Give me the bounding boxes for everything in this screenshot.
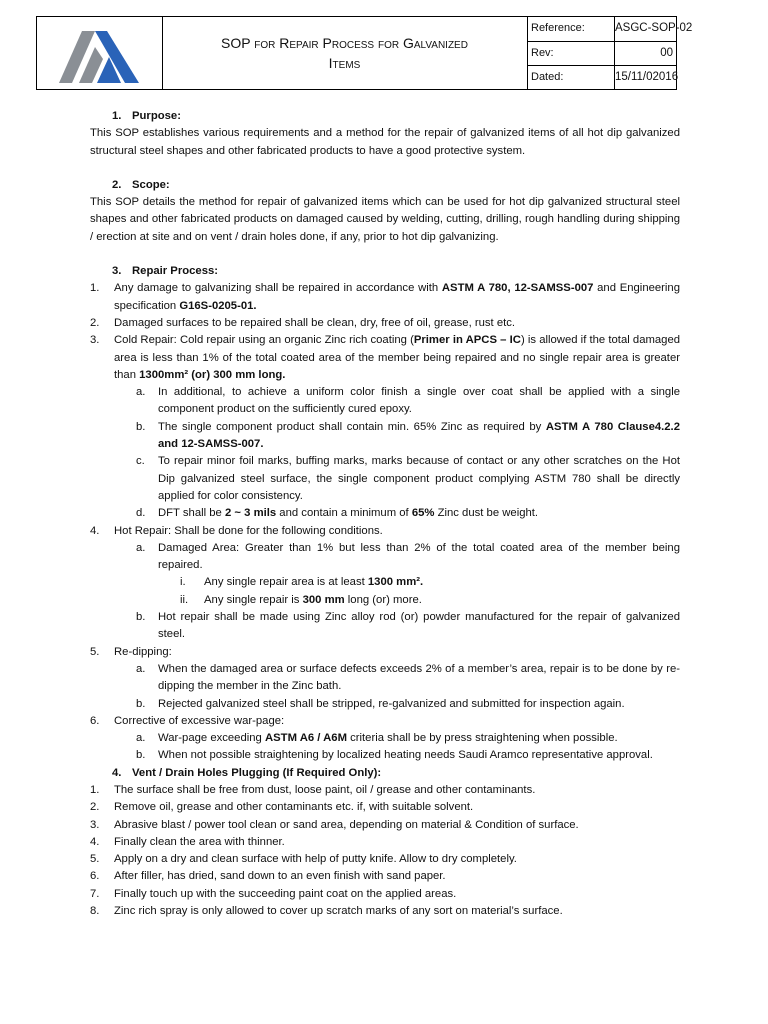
list-item: 3. Cold Repair: Cold repair using an organic Zinc rich coating (Primer in APCS – IC) is allowed if the total damaged area is less than 1% of the total coated area of the member being repaired and no single repair area is greater than 1300mm² (or) 300 mm long. xyxy=(90,334,681,381)
section-heading-purpose: 1. Purpose: xyxy=(112,110,181,122)
document-body xyxy=(90,108,680,920)
sub-sub-item: i. Any single repair area is at least 1300 mm². xyxy=(180,576,424,589)
title-line-1: SOP for Repair Process for Galvanized xyxy=(221,35,468,51)
scope-text: This SOP details the method for repair of galvanized items which can be used for hot dip galvanized structural steel shapes and other fabricated products on damaged caused by welding, cutting, drilling, rough handling during shipping / erection at site and on vent / drain holes done, if any, prior to hot dip galvanizing. xyxy=(90,196,680,243)
list-item: 2. Damaged surfaces to be repaired shall be clean, dry, free of oil, grease, rust etc. xyxy=(90,316,516,329)
sub-sub-item: ii. Any single repair is 300 mm long (or) more. xyxy=(180,593,422,606)
sub-item: a. War-page exceeding ASTM A6 / A6M criteria shall be by press straightening when possible. xyxy=(136,732,618,745)
sub-item: d. DFT shall be 2 ~ 3 mils and contain a minimum of 65% Zinc dust be weight. xyxy=(136,507,539,520)
list-item: 4. Hot Repair: Shall be done for the following conditions. xyxy=(90,524,383,537)
header-table xyxy=(36,16,693,90)
list-item: 6. After filler, has dried, sand down to an even finish with sand paper. xyxy=(90,870,446,883)
document-title xyxy=(162,17,528,89)
company-logo xyxy=(37,17,163,89)
reference-label: Reference: xyxy=(527,17,615,41)
sub-item: a. Damaged Area: Greater than 1% but less than 2% of the total coated area of the member being repaired. xyxy=(136,541,680,572)
reference-row xyxy=(527,17,693,41)
rev-value: 00 xyxy=(660,47,673,59)
sub-item: b. When not possible straightening by localized heating needs Saudi Aramco representative approval. xyxy=(136,749,653,762)
section-heading-scope: 2. Scope: xyxy=(112,178,170,191)
section-heading-repair: 3. Repair Process: xyxy=(112,265,219,278)
list-item: 4. Finally clean the area with thinner. xyxy=(90,835,285,848)
dated-row xyxy=(527,65,677,89)
rev-row xyxy=(527,41,677,65)
list-item: 2. Remove oil, grease and other contaminants etc. if, with suitable solvent. xyxy=(90,801,474,814)
list-item: 5. Apply on a dry and clean surface with help of putty knife. Allow to dry completely. xyxy=(90,853,517,866)
sub-item: c. To repair minor foil marks, buffing marks, marks because of contact or any other scratches on the Hot Dip galvanized steel surface, the single component product complying ASTM 780 shall be directly applied for color consistency. xyxy=(136,455,680,502)
dated-label: Dated: xyxy=(527,66,615,89)
list-item: 8. Zinc rich spray is only allowed to cover up scratch marks of any sort on material’s surface. xyxy=(90,905,563,918)
header-meta xyxy=(527,17,693,89)
sub-item: a. When the damaged area or surface defects exceeds 2% of a member’s area, repair is to be done by re-dipping the member in the Zinc bath. xyxy=(136,662,680,693)
list-item: 1. Any damage to galvanizing shall be repaired in accordance with ASTM A 780, 12-SAMSS-007 and Engineering specification G16S-0205-01. xyxy=(90,282,681,312)
list-item: 1. The surface shall be free from dust, loose paint, oil / grease and other contaminants. xyxy=(90,783,536,796)
rev-label: Rev: xyxy=(527,42,615,65)
list-item: 6. Corrective of excessive war-page: xyxy=(90,714,285,727)
sub-item: a. In additional, to achieve a uniform color finish a single over coat shall be applied with a single component product on the sufficiently cured epoxy. xyxy=(136,386,680,416)
list-item: 7. Finally touch up with the succeeding paint coat on the applied areas. xyxy=(90,887,457,900)
list-item: 3. Abrasive blast / power tool clean or sand area, depending on material & Condition of surface. xyxy=(90,818,579,831)
dated-value: 15/11/02016 xyxy=(615,71,679,83)
sub-item: b. Hot repair shall be made using Zinc alloy rod (or) powder manufactured for the repair of galvanized steel. xyxy=(136,611,680,641)
list-item: 5. Re-dipping: xyxy=(90,645,172,658)
reference-value: ASGC-SOP-02 xyxy=(615,22,693,34)
title-line-2: Items xyxy=(328,55,361,71)
section-heading-vent: 4. Vent / Drain Holes Plugging (If Required Only): xyxy=(112,766,382,779)
sub-item: b. The single component product shall contain min. 65% Zinc as required by ASTM A 780 Clause4.2.2 and 12-SAMSS-007. xyxy=(136,420,680,451)
purpose-text: This SOP establishes various requirements and a method for the repair of galvanized items of all hot dip galvanized structural steel shapes and other fabricated products to have a good protective system. xyxy=(90,127,680,157)
sub-item: b. Rejected galvanized steel shall be stripped, re-galvanized and submitted for inspection again. xyxy=(136,697,625,710)
